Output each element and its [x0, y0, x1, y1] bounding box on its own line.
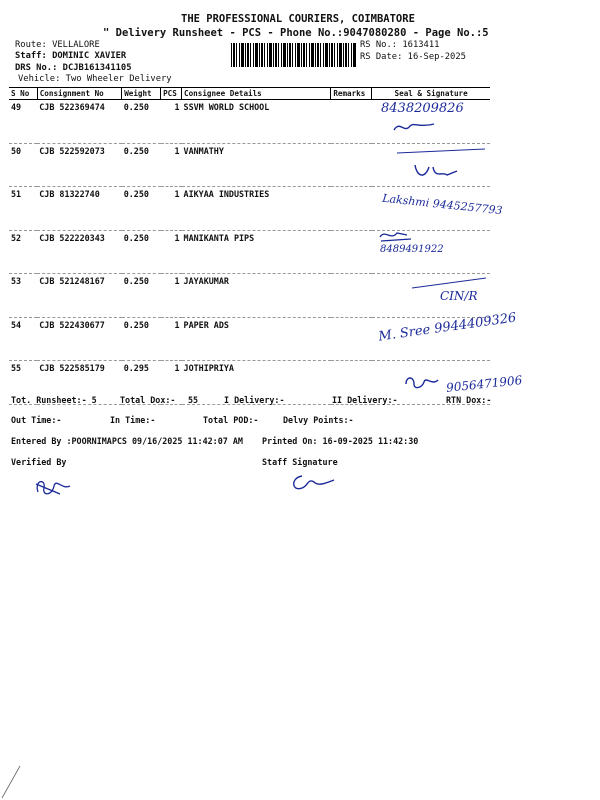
- col-header-consignment: Consignment No: [37, 88, 121, 100]
- handwritten-signature-row-52: 8489491922: [380, 244, 444, 255]
- col-header-remarks: Remarks: [331, 88, 372, 100]
- staff-label: Staff:: [15, 51, 47, 61]
- cell-consignee: JOTHIPRIYA: [182, 361, 331, 405]
- handwritten-signature-row-49: 8438209826: [381, 101, 464, 116]
- cell-pcs: 1: [161, 100, 182, 144]
- cell-sno: 53: [9, 274, 37, 318]
- cell-remarks: [331, 100, 372, 144]
- col-header-sno: S No: [9, 88, 37, 100]
- route-value: VELLALORE: [52, 40, 100, 50]
- handwritten-signature-row-51: Lakshmi 9445257793: [381, 191, 504, 218]
- drs-value: DCJB161341105: [62, 63, 132, 73]
- cell-consignment: CJB 522592073: [37, 143, 121, 187]
- col-header-weight: Weight: [122, 88, 161, 100]
- cell-weight: 0.250: [122, 187, 161, 231]
- cell-sno: 52: [9, 230, 37, 274]
- printed-on: Printed On: 16-09-2025 11:42:30: [262, 436, 419, 446]
- ii-delivery: II Delivery:-: [332, 395, 398, 405]
- page-fold-mark: [0, 764, 24, 800]
- company-title: THE PROFESSIONAL COURIERS, COIMBATORE: [181, 13, 415, 25]
- cell-pcs: 1: [161, 143, 182, 187]
- handwritten-signature-row-55: 9056471906: [445, 373, 523, 395]
- out-time: Out Time:-: [11, 415, 62, 425]
- runsheet-subtitle: [103, 27, 489, 39]
- cell-consignee: SSVM WORLD SCHOOL: [182, 100, 331, 144]
- rs-date-label: RS Date:: [360, 52, 403, 62]
- rs-date-value: 16-Sep-2025: [407, 52, 466, 62]
- vehicle-label: Vehicle:: [18, 74, 61, 84]
- vehicle-line: [18, 74, 172, 84]
- i-delivery: I Delivery:-: [224, 395, 285, 405]
- verified-by-signature: [30, 474, 74, 502]
- verified-by-label: Verified By: [11, 457, 67, 467]
- cell-sno: 54: [9, 317, 37, 361]
- rs-no-value: 1613411: [402, 40, 440, 50]
- cell-weight: 0.250: [122, 230, 161, 274]
- cell-pcs: 1: [161, 317, 182, 361]
- handwritten-signature-row-54: M. Sree 9944409326: [377, 310, 518, 345]
- total-pod: Total POD:-: [203, 415, 259, 425]
- cell-weight: 0.295: [122, 361, 161, 405]
- route-line: [15, 40, 100, 50]
- cell-pcs: 1: [161, 274, 182, 318]
- drs-label: DRS No.:: [15, 63, 58, 73]
- cell-remarks: [331, 187, 372, 231]
- cell-consignment: CJB 521248167: [37, 274, 121, 318]
- col-header-seal: Seal & Signature: [372, 88, 490, 100]
- staff-line: [15, 51, 126, 61]
- cell-consignment: CJB 522369474: [37, 100, 121, 144]
- cell-remarks: [331, 274, 372, 318]
- total-dox-label: Total Dox:-: [120, 395, 176, 405]
- cell-weight: 0.250: [122, 274, 161, 318]
- scribble-signature-row-52: [377, 229, 417, 243]
- scribble-signature-row-49: [390, 116, 450, 136]
- rs-no-line: [360, 40, 439, 50]
- scribble-signature-row-50: [395, 147, 495, 187]
- subtitle-text: Delivery Runsheet - PCS - Phone No.:9047080280 - Page No.:5: [115, 27, 489, 39]
- cell-weight: 0.250: [122, 100, 161, 144]
- cell-sno: 55: [9, 361, 37, 405]
- cell-consignee: PAPER ADS: [182, 317, 331, 361]
- cell-consignment: CJB 522430677: [37, 317, 121, 361]
- cell-consignee: AIKYAA INDUSTRIES: [182, 187, 331, 231]
- staff-value: DOMINIC XAVIER: [52, 51, 127, 61]
- rs-no-label: RS No.:: [360, 40, 398, 50]
- cell-consignment: CJB 522220343: [37, 230, 121, 274]
- cell-sno: 49: [9, 100, 37, 144]
- cell-pcs: 1: [161, 187, 182, 231]
- delvy-points: Delvy Points:-: [283, 415, 354, 425]
- drs-line: [15, 63, 132, 73]
- cell-consignee: VANMATHY: [182, 143, 331, 187]
- cell-pcs: 1: [161, 230, 182, 274]
- rs-date-line: [360, 52, 466, 62]
- total-dox-value: 55: [188, 395, 199, 405]
- cell-pcs: 1: [161, 361, 182, 405]
- col-header-pcs: PCS: [161, 88, 182, 100]
- handwritten-signature-row-50: [420, 164, 421, 165]
- in-time: In Time:-: [110, 415, 156, 425]
- cell-weight: 0.250: [122, 317, 161, 361]
- cell-consignment: CJB 81322740: [37, 187, 121, 231]
- table-header-row: [9, 88, 490, 100]
- rtn-dox: RTN Dox:-: [446, 395, 492, 405]
- staff-signature-image: [288, 470, 338, 494]
- vehicle-value: Two Wheeler Delivery: [65, 74, 172, 84]
- cell-remarks: [331, 143, 372, 187]
- staff-signature-label: Staff Signature: [262, 457, 338, 467]
- subtitle-quote-mark: ": [103, 27, 116, 39]
- cell-consignee: MANIKANTA PIPS: [182, 230, 331, 274]
- col-header-consignee: Consignee Details: [182, 88, 331, 100]
- cell-remarks: [331, 230, 372, 274]
- cell-remarks: [331, 317, 372, 361]
- entered-by: Entered By :POORNIMAPCS 09/16/2025 11:42:07 AM: [11, 436, 243, 446]
- cell-sno: 50: [9, 143, 37, 187]
- handwritten-signature-row-53: CIN/R: [440, 289, 478, 303]
- cell-consignment: CJB 522585179: [37, 361, 121, 405]
- route-label: Route:: [15, 40, 47, 50]
- cell-weight: 0.250: [122, 143, 161, 187]
- cell-consignee: JAYAKUMAR: [182, 274, 331, 318]
- scribble-signature-row-55: [402, 372, 446, 392]
- cell-sno: 51: [9, 187, 37, 231]
- barcode-image: [231, 43, 356, 67]
- tot-runsheet: Tot. Runsheet:- 5: [11, 395, 97, 405]
